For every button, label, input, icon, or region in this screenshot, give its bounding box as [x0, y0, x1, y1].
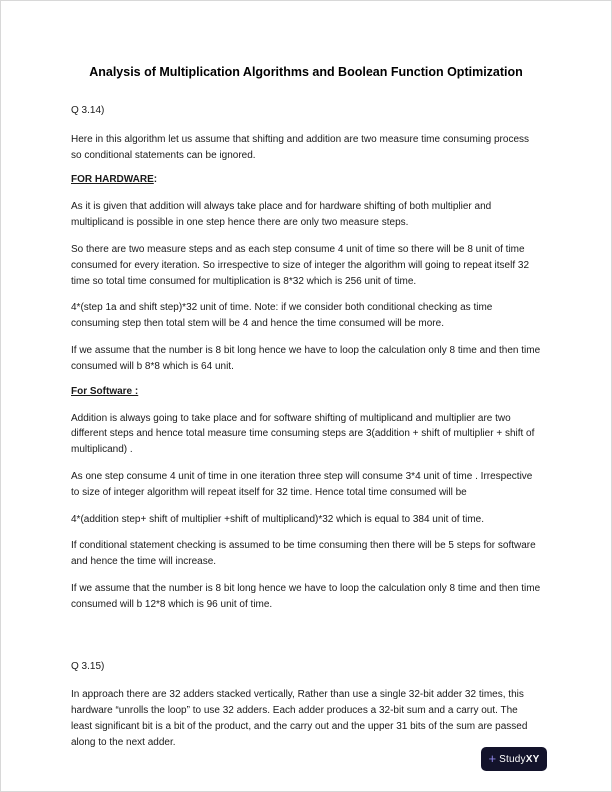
- hardware-heading-colon: :: [153, 174, 158, 186]
- paragraph-hardware-4: If we assume that the number is 8 bit long hence we have to loop the calculation only 8 time and then time consumed will b 8*8 which is 64 unit.: [71, 344, 541, 372]
- brand-text: [499, 754, 539, 765]
- brand-suffix: XY: [525, 753, 540, 765]
- paragraph-intro: Here in this algorithm let us assume that shifting and addition are two measure time consuming process so conditional statements can be ignored.: [71, 133, 530, 161]
- paragraph-software-3: 4*(addition step+ shift of multiplier +shift of multiplicand)*32 which is equal to 384 unit of time.: [71, 513, 484, 525]
- page-title: Analysis of Multiplication Algorithms and Boolean Function Optimization: [89, 65, 523, 79]
- brand-prefix: Study: [499, 753, 526, 765]
- hardware-heading-text: FOR HARDWARE: [71, 174, 154, 186]
- paragraph-hardware-1: As it is given that addition will always take place and for hardware shifting of both multiplier and multiplicand is possible in one step hence there are only two measure steps.: [71, 201, 492, 229]
- paragraph-software-2: As one step consume 4 unit of time in one iteration three step will consume 3*4 unit of time . Irrespective to size of integer algorithm will repeat itself for 32 time. Hence total time consumed will be: [71, 470, 533, 498]
- paragraph-software-5: If we assume that the number is 8 bit long hence we have to loop the calculation only 8 time and then time consumed will b 12*8 which is 96 unit of time.: [71, 582, 541, 610]
- paragraph-software-4: If conditional statement checking is assumed to be time consuming then there will be 5 steps for software and hence the time will increase.: [71, 540, 536, 568]
- question-label-3-15: Q 3.15): [71, 660, 105, 672]
- paragraph-q315: In approach there are 32 adders stacked vertically, Rather than use a single 32-bit adder 32 times, this hardware “unrolls the loop” to use 32 adders. Each adder produces a 32-bit sum and a carry out. The least significant bit is a bit of the product, and the carry out and the upper 31 bits of the sum are passed along to the next adder.: [71, 689, 528, 748]
- studyxy-logo: [481, 747, 547, 771]
- paragraph-hardware-3: 4*(step 1a and shift step)*32 unit of time. Note: if we consider both conditional checking as time consuming step then total stem will be 4 and hence the time consumed will be more.: [71, 302, 493, 330]
- paragraph-hardware-2: So there are two measure steps and as each step consume 4 unit of time so there will be 8 unit of time consumed for every iteration. So irrespective to size of integer the algorithm will going to repeat itself 32 time so total time consumed for multiplication is 8*32 which is 256 unit of time.: [71, 243, 530, 287]
- hardware-heading: [71, 174, 541, 185]
- question-label-3-14: Q 3.14): [71, 105, 105, 116]
- plus-icon: +: [488, 751, 497, 766]
- paragraph-software-1: Addition is always going to take place and for software shifting of multiplicand and multiplier are two different steps and hence total measure time consuming steps are 3(addition + shift of multiplier + shift of multiplicand) .: [71, 412, 535, 456]
- software-heading: [71, 386, 541, 397]
- software-heading-text: For Software :: [71, 385, 139, 397]
